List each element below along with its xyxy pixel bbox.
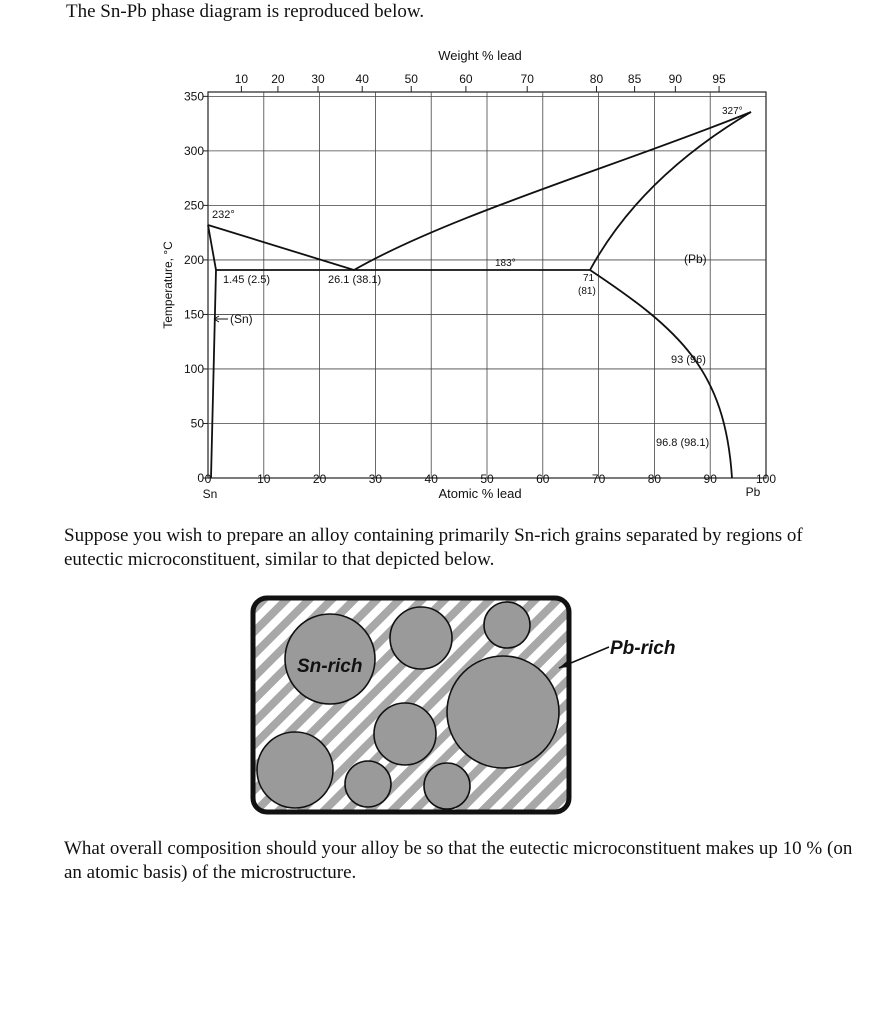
atomic-tick-label: 90 xyxy=(703,472,717,486)
atomic-tick-label: 50 xyxy=(480,472,494,486)
eutectic-comp-label: 26.1 (38.1) xyxy=(328,274,382,286)
diagram-labels xyxy=(161,48,761,501)
atomic-tick-label: 70 xyxy=(591,472,606,486)
temperature-tick-label: 0 xyxy=(197,471,204,485)
atomic-tick-label: 80 xyxy=(647,472,662,486)
grain xyxy=(345,761,391,807)
temperature-tick-label: 300 xyxy=(183,143,204,158)
grain xyxy=(447,656,559,768)
weight-tick-label: 20 xyxy=(271,72,285,86)
grain xyxy=(374,703,436,765)
sn-solvus xyxy=(211,270,216,478)
left-element-label: Sn xyxy=(202,487,218,501)
grain xyxy=(424,763,470,809)
weight-tick-label: 70 xyxy=(520,72,534,86)
atomic-percent-ticks xyxy=(205,472,777,486)
phase-diagram xyxy=(150,40,780,510)
question-paragraph: What overall composition should your alloy be so that the eutectic microconstituent makes up 10 % (on an atomic basis) of the microstructure. xyxy=(64,838,853,883)
solvus-100-label: 93 (96) xyxy=(671,354,706,366)
weight-tick-label: 60 xyxy=(459,72,473,86)
atomic-tick-label: 10 xyxy=(257,472,271,486)
sn-solubility-label: 1.45 (2.5) xyxy=(223,274,271,286)
pb-melt-label: 327° xyxy=(722,106,743,117)
microstructure-sketch xyxy=(245,590,685,820)
grain xyxy=(484,602,530,648)
sn-liquidus xyxy=(208,225,354,270)
temperature-tick-label: 200 xyxy=(183,252,204,267)
grain xyxy=(257,732,333,808)
sn-rich-label: Sn-rich xyxy=(297,656,363,677)
atomic-tick-label: 20 xyxy=(312,472,327,486)
temperature-tick-label: 100 xyxy=(183,361,204,376)
weight-tick-label: 95 xyxy=(712,72,726,86)
pb-liquidus xyxy=(354,112,751,270)
eutectic-temp-label: 183° xyxy=(495,258,516,269)
weight-tick-label: 50 xyxy=(404,72,418,86)
sn-phase-label: (Sn) xyxy=(230,312,253,326)
sn-melt-label: 232° xyxy=(212,209,235,221)
y-axis-label: Temperature, °C xyxy=(161,241,175,329)
pb-eutectic-label-a: 71 xyxy=(583,273,595,284)
sn-solidus xyxy=(208,225,216,270)
pb-solidus xyxy=(590,112,751,270)
atomic-tick-label: 100 xyxy=(755,472,777,486)
bottom-axis-label: Atomic % lead xyxy=(438,486,522,501)
weight-tick-label: 90 xyxy=(668,72,683,86)
weight-tick-label: 85 xyxy=(627,72,642,86)
temperature-tick-label: 250 xyxy=(183,198,204,213)
atomic-tick-label: 60 xyxy=(536,472,550,486)
weight-tick-label: 40 xyxy=(355,72,369,86)
atomic-tick-label: 0 xyxy=(204,472,212,486)
pb-rich-label: Pb-rich xyxy=(610,638,676,659)
right-element-label: Pb xyxy=(745,485,761,499)
temperature-tick-label: 150 xyxy=(183,307,204,322)
diagram-grid xyxy=(208,92,766,478)
weight-tick-label: 80 xyxy=(589,72,604,86)
temperature-ticks xyxy=(184,89,208,485)
solvus-0-label: 96.8 (98.1) xyxy=(656,437,710,449)
temperature-tick-label: 50 xyxy=(190,416,204,431)
pb-eutectic-label-b: (81) xyxy=(578,286,596,297)
grain xyxy=(390,607,452,669)
sn-phase-arrow xyxy=(214,316,228,322)
weight-percent-ticks xyxy=(235,72,726,92)
atomic-tick-label: 40 xyxy=(424,472,438,486)
suppose-paragraph: Suppose you wish to prepare an alloy containing primarily Sn-rich grains separated by regions of eutectic microconstituent, similar to that depicted below. xyxy=(64,525,803,570)
weight-tick-label: 10 xyxy=(234,72,249,86)
pb-phase-label: (Pb) xyxy=(684,252,707,266)
weight-tick-label: 30 xyxy=(311,72,325,86)
intro-paragraph: The Sn-Pb phase diagram is reproduced below. xyxy=(66,1,425,22)
temperature-tick-label: 350 xyxy=(183,89,204,104)
atomic-tick-label: 30 xyxy=(368,472,383,486)
top-axis-label: Weight % lead xyxy=(438,48,522,63)
